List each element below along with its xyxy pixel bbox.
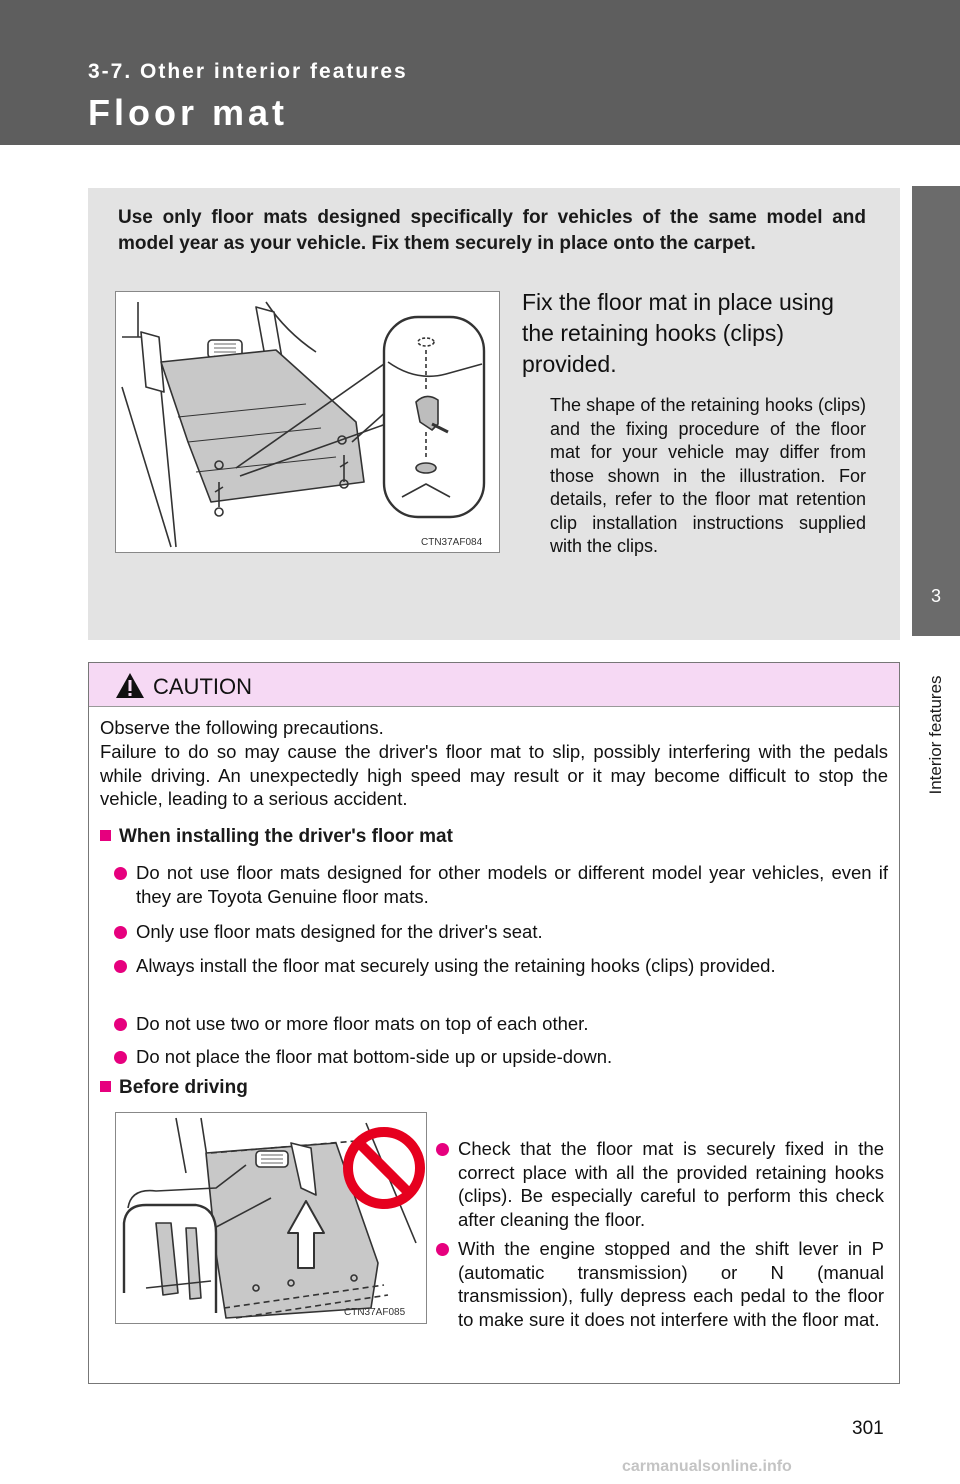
page-number: 301 [852,1418,884,1439]
detail-text: The shape of the retaining hooks (clips) and the fixing procedure of the floor mat for your vehicle may differ from those shown in the illustration. For details, refer to the floor mat retention clip installation instructions supplied with the clips. [550,395,866,556]
figure-code: CTN37AF085 [344,1307,406,1318]
square-bullet-icon [100,1081,111,1092]
list-item [436,1237,884,1331]
caution-intro-line1: Observe the following precautions. [100,717,384,738]
page-title: Floor mat [88,92,289,133]
list-item-text: Do not use two or more floor mats on top of each other. [136,1013,589,1034]
list-item-text: Check that the floor mat is securely fixed in the correct place with all the provided retaining hooks (clips). Be especially careful to perform this check after cleaning the floor. [458,1138,884,1230]
list-item-text: Always install the floor mat securely using the retaining hooks (clips) provided. [136,955,776,976]
caution-title: CAUTION [153,674,252,699]
list-item-text: Do not place the floor mat bottom-side up or upside-down. [136,1046,613,1067]
bullet-dot-icon [114,1018,127,1031]
list-item [114,1045,888,1069]
section-heading-installing [100,826,453,848]
bullet-dot-icon [114,867,127,880]
section-heading-before-driving [100,1077,248,1099]
caution-header [89,663,899,707]
warning-triangle-icon [115,672,145,699]
page-header [0,0,960,145]
square-bullet-icon [100,830,111,841]
lead-text: Fix the floor mat in place using the retaining hooks (clips) provided. [522,289,834,377]
list-item [114,861,888,908]
chapter-tab [912,186,960,636]
bullet-dot-icon [114,960,127,973]
list-item [114,1012,888,1036]
list-item [114,920,888,944]
floor-mat-check-illustration [115,1112,427,1324]
section-heading-text: When installing the driver's floor mat [119,826,453,847]
watermark: carmanualsonline.info [622,1458,792,1475]
pedal-mat-drawing [116,1113,427,1324]
list-item [114,954,888,978]
floor-mat-illustration [115,291,500,553]
section-label: 3-7. Other interior features [88,60,408,83]
bullet-dot-icon [436,1243,449,1256]
bullet-dot-icon [114,926,127,939]
section-heading-text: Before driving [119,1077,248,1098]
bullet-dot-icon [436,1143,449,1156]
prohibited-icon [348,1132,420,1204]
list-item-text: With the engine stopped and the shift lever in P (automatic transmission) or N (manual transmission), fully depress each pedal to the floor to make sure it does not interfere with the floor mat. [458,1238,884,1330]
chapter-label-text: Interior features [926,675,945,795]
chapter-number: 3 [930,586,941,606]
list-item-text: Only use floor mats designed for the driver's seat. [136,921,543,942]
list-item [436,1137,884,1231]
bullet-dot-icon [114,1051,127,1064]
intro-text: Use only floor mats designed specifically for vehicles of the same model and model year as your vehicle. Fix them securely in place onto the carpet. [118,207,866,254]
chapter-label [914,650,958,820]
caution-intro-line2: Failure to do so may cause the driver's floor mat to slip, possibly interfering with the pedals while driving. An unexpectedly high speed may result or it may become difficult to stop the vehicle, leading to a serious accident. [100,741,888,809]
floor-mat-hooks-drawing [116,292,500,553]
list-item-text: Do not use floor mats designed for other models or different model year vehicles, even if they are Toyota Genuine floor mats. [136,862,888,907]
figure-code: CTN37AF084 [421,537,483,548]
